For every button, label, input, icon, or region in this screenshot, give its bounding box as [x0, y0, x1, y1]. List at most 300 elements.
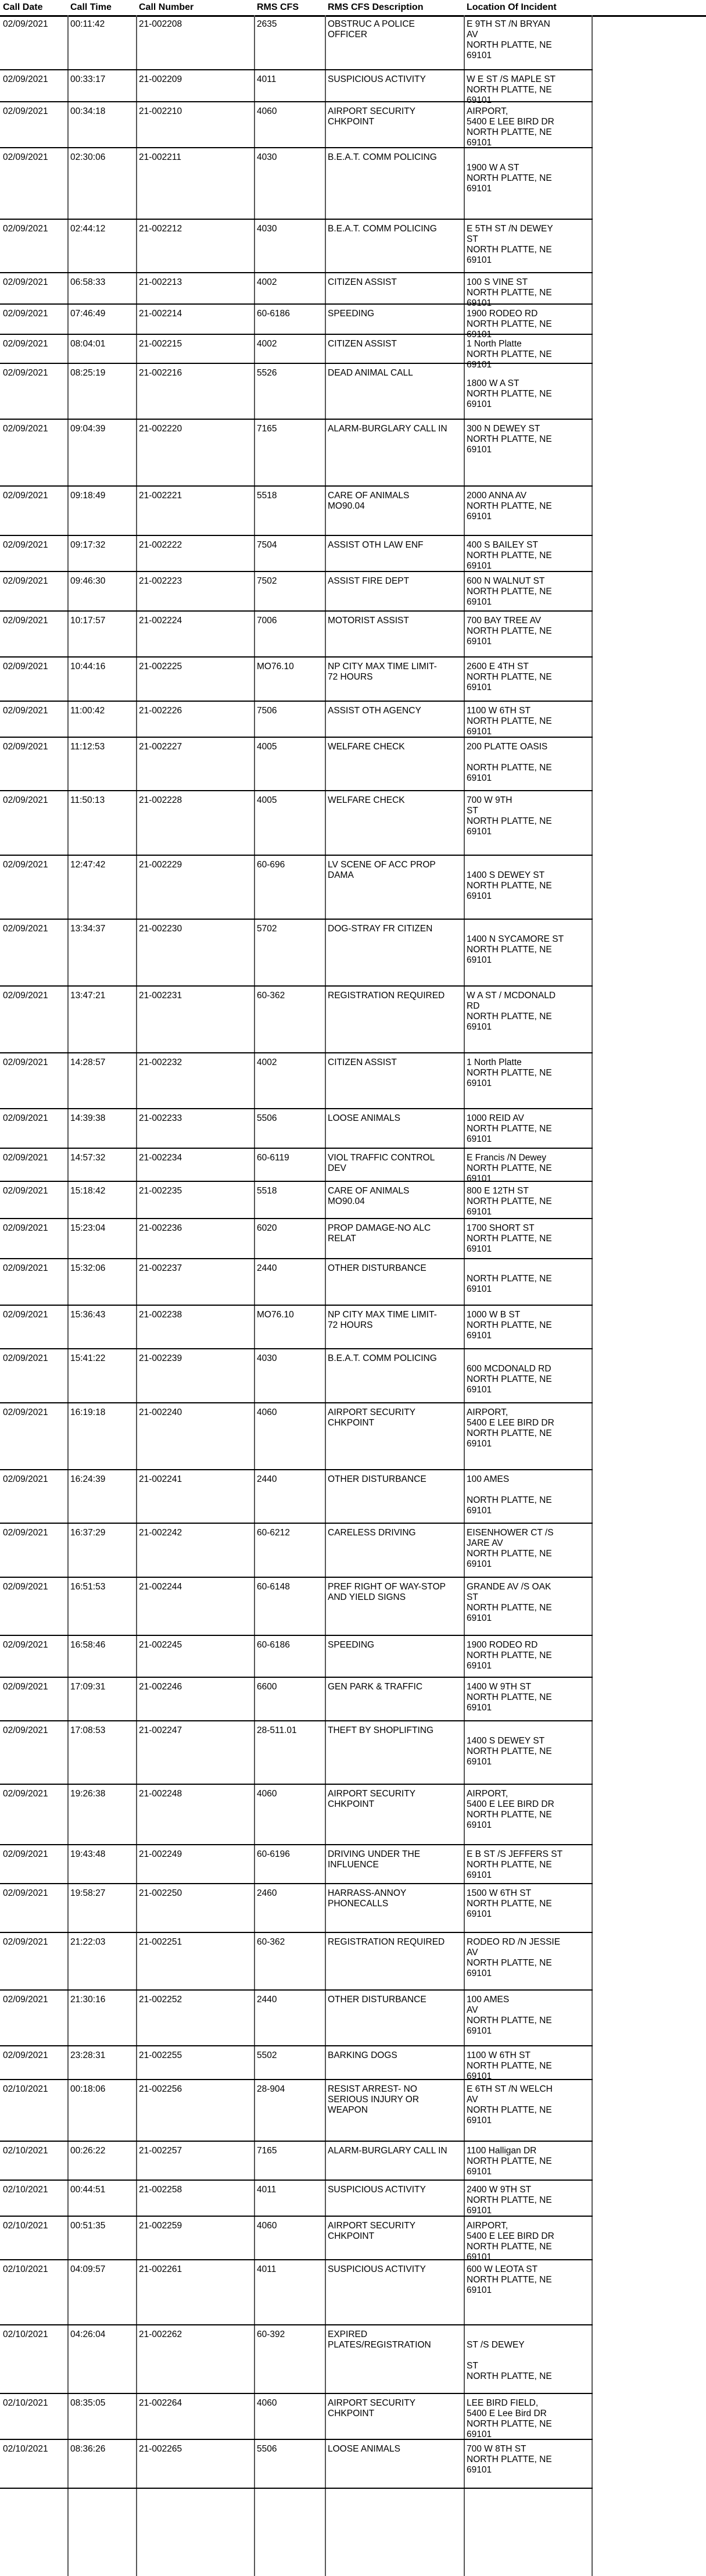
- cell-rms-cfs: 4060: [257, 2221, 277, 2231]
- cell-call-date: 02/09/2021: [3, 576, 48, 586]
- cell-description: B.E.A.T. COMM POLICING: [328, 152, 437, 162]
- cell-location: 2000 ANNA AV NORTH PLATTE, NE 69101: [467, 491, 552, 521]
- cell-call-time: 09:46:30: [70, 576, 106, 586]
- cell-description: DOG-STRAY FR CITIZEN: [328, 924, 433, 934]
- cell-description: THEFT BY SHOPLIFTING: [328, 1725, 434, 1735]
- cell-call-number: 21-002225: [139, 662, 182, 671]
- cell-call-date: 02/09/2021: [3, 616, 48, 626]
- cell-description: ASSIST OTH AGENCY: [328, 706, 421, 716]
- cell-location: 1 North Platte NORTH PLATTE, NE 69101: [467, 1057, 552, 1088]
- cell-call-time: 14:57:32: [70, 1153, 106, 1163]
- cell-call-number: 21-002249: [139, 1849, 182, 1859]
- cell-description: CITIZEN ASSIST: [328, 339, 397, 349]
- cell-call-time: 04:26:04: [70, 2330, 106, 2339]
- cell-location: 600 N WALNUT ST NORTH PLATTE, NE 69101: [467, 576, 552, 607]
- cell-rms-cfs: 4060: [257, 1407, 277, 1417]
- cell-location: 1900 RODEO RD NORTH PLATTE, NE 69101: [467, 1640, 552, 1671]
- cell-description: B.E.A.T. COMM POLICING: [328, 224, 437, 234]
- cell-description: ALARM-BURGLARY CALL IN: [328, 2146, 447, 2156]
- cell-description: ASSIST OTH LAW ENF: [328, 540, 424, 550]
- cell-description: SUSPICIOUS ACTIVITY: [328, 2264, 426, 2274]
- table-row: [0, 612, 593, 658]
- table-row: [0, 305, 593, 340]
- table-row: [0, 1933, 593, 1991]
- cell-description: WELFARE CHECK: [328, 795, 405, 805]
- cell-description: ASSIST FIRE DEPT: [328, 576, 410, 586]
- cell-call-number: 21-002230: [139, 924, 182, 934]
- cell-call-time: 11:50:13: [70, 795, 105, 805]
- cell-location: 800 E 12TH ST NORTH PLATTE, NE 69101: [467, 1186, 552, 1217]
- cell-location: RODEO RD /N JESSIE AV NORTH PLATTE, NE 69101: [467, 1937, 561, 1978]
- cell-call-time: 00:11:42: [70, 19, 105, 29]
- cell-location: 100 S VINE ST NORTH PLATTE, NE 69101: [467, 277, 552, 308]
- cell-call-number: 21-002209: [139, 74, 182, 84]
- cell-description: LOOSE ANIMALS: [328, 2444, 400, 2454]
- cell-rms-cfs: 2440: [257, 1995, 277, 2005]
- cell-call-date: 02/09/2021: [3, 224, 48, 234]
- cell-call-number: 21-002265: [139, 2444, 182, 2454]
- cell-call-number: 21-002210: [139, 106, 182, 116]
- cell-location: 1900 RODEO RD NORTH PLATTE, NE 69101: [467, 309, 552, 340]
- cell-call-number: 21-002256: [139, 2084, 182, 2094]
- cell-call-number: 21-002231: [139, 991, 182, 1001]
- cell-call-number: 21-002212: [139, 224, 182, 234]
- cell-call-date: 02/09/2021: [3, 860, 48, 870]
- cell-rms-cfs: 2635: [257, 19, 277, 29]
- cell-call-number: 21-002236: [139, 1223, 182, 1233]
- cell-call-time: 19:26:38: [70, 1789, 106, 1799]
- cell-call-date: 02/10/2021: [3, 2084, 48, 2094]
- cell-rms-cfs: 7502: [257, 576, 277, 586]
- cell-call-number: 21-002247: [139, 1725, 182, 1735]
- cell-call-time: 08:04:01: [70, 339, 106, 349]
- cell-call-number: 21-002213: [139, 277, 182, 287]
- cell-description: AIRPORT SECURITY CHKPOINT: [328, 1789, 416, 1809]
- table-row: [0, 1636, 593, 1678]
- cell-description: CITIZEN ASSIST: [328, 1057, 397, 1067]
- cell-call-time: 11:00:42: [70, 706, 105, 716]
- table-row: [0, 148, 593, 220]
- cell-call-number: 21-002257: [139, 2146, 182, 2156]
- table-row: [0, 1403, 593, 1470]
- cell-rms-cfs: 4002: [257, 1057, 277, 1067]
- cell-call-date: 02/09/2021: [3, 19, 48, 29]
- cell-call-number: 21-002242: [139, 1528, 182, 1538]
- cell-call-number: 21-002250: [139, 1888, 182, 1898]
- cell-call-number: 21-002224: [139, 616, 182, 626]
- cell-description: B.E.A.T. COMM POLICING: [328, 1353, 437, 1363]
- cell-call-time: 21:30:16: [70, 1995, 106, 2005]
- cell-call-date: 02/09/2021: [3, 795, 48, 805]
- cell-location: 1000 W B ST NORTH PLATTE, NE 69101: [467, 1310, 552, 1341]
- cell-call-date: 02/09/2021: [3, 1528, 48, 1538]
- cell-call-date: 02/09/2021: [3, 1682, 48, 1692]
- table-row: [0, 102, 593, 148]
- cell-location: 1900 W A ST NORTH PLATTE, NE 69101: [467, 163, 552, 194]
- cell-description: HARRASS-ANNOY PHONECALLS: [328, 1888, 407, 1909]
- cell-description: OTHER DISTURBANCE: [328, 1263, 427, 1273]
- cell-location: 700 W 8TH ST NORTH PLATTE, NE 69101: [467, 2444, 552, 2475]
- cell-call-number: 21-002258: [139, 2185, 182, 2195]
- cell-call-number: 21-002248: [139, 1789, 182, 1799]
- cell-call-time: 16:24:39: [70, 1474, 106, 1484]
- cell-call-time: 08:25:19: [70, 368, 106, 378]
- table-row: [0, 1306, 593, 1349]
- cell-call-number: 21-002245: [139, 1640, 182, 1650]
- cell-description: SPEEDING: [328, 1640, 375, 1650]
- cell-call-number: 21-002211: [139, 152, 181, 162]
- cell-call-number: 21-002214: [139, 309, 182, 319]
- cell-call-time: 07:46:49: [70, 309, 106, 319]
- cell-description: REGISTRATION REQUIRED: [328, 991, 445, 1001]
- cell-location: E B ST /S JEFFERS ST NORTH PLATTE, NE 69101: [467, 1849, 563, 1880]
- cell-call-date: 02/09/2021: [3, 2050, 48, 2060]
- cell-description: AIRPORT SECURITY CHKPOINT: [328, 106, 416, 127]
- cell-call-number: 21-002220: [139, 424, 182, 434]
- cell-call-number: 21-002232: [139, 1057, 182, 1067]
- cell-call-date: 02/10/2021: [3, 2264, 48, 2274]
- header-call-number: Call Number: [139, 2, 194, 12]
- cell-call-number: 21-002228: [139, 795, 182, 805]
- cell-location: 1700 SHORT ST NORTH PLATTE, NE 69101: [467, 1223, 552, 1254]
- cell-description: DEAD ANIMAL CALL: [328, 368, 413, 378]
- cell-call-time: 06:58:33: [70, 277, 106, 287]
- table-row: [0, 1991, 593, 2046]
- cell-call-number: 21-002229: [139, 860, 182, 870]
- cell-description: PREF RIGHT OF WAY-STOP AND YIELD SIGNS: [328, 1582, 446, 1602]
- cell-description: LV SCENE OF ACC PROP DAMA: [328, 860, 436, 880]
- cell-call-time: 02:44:12: [70, 224, 106, 234]
- cell-call-time: 00:26:22: [70, 2146, 106, 2156]
- cell-call-number: 21-002262: [139, 2330, 182, 2339]
- cell-call-date: 02/09/2021: [3, 1888, 48, 1898]
- cell-call-date: 02/09/2021: [3, 1263, 48, 1273]
- table-row: [0, 856, 593, 920]
- cell-rms-cfs: 4060: [257, 1789, 277, 1799]
- cell-rms-cfs: 5506: [257, 2444, 277, 2454]
- cell-rms-cfs: 4030: [257, 1353, 277, 1363]
- cell-location: E 5TH ST /N DEWEY ST NORTH PLATTE, NE 69101: [467, 224, 553, 265]
- cell-call-number: 21-002238: [139, 1310, 182, 1320]
- cell-call-time: 09:18:49: [70, 491, 106, 501]
- cell-location: 1400 S DEWEY ST NORTH PLATTE, NE 69101: [467, 870, 552, 901]
- cell-location: 200 PLATTE OASIS NORTH PLATTE, NE 69101: [467, 742, 552, 783]
- cell-call-time: 00:51:35: [70, 2221, 106, 2231]
- cell-call-number: 21-002240: [139, 1407, 182, 1417]
- cell-call-date: 02/09/2021: [3, 339, 48, 349]
- cell-call-number: 21-002233: [139, 1113, 182, 1123]
- cell-call-date: 02/09/2021: [3, 924, 48, 934]
- cell-location: EISENHOWER CT /S JARE AV NORTH PLATTE, NE 69101: [467, 1528, 554, 1569]
- cell-location: E 6TH ST /N WELCH AV NORTH PLATTE, NE 69101: [467, 2084, 553, 2125]
- cell-description: NP CITY MAX TIME LIMIT- 72 HOURS: [328, 1310, 437, 1330]
- table-row: [0, 70, 593, 105]
- cell-rms-cfs: 60-6186: [257, 1640, 290, 1650]
- cell-rms-cfs: 2460: [257, 1888, 277, 1898]
- cell-description: AIRPORT SECURITY CHKPOINT: [328, 1407, 416, 1428]
- cell-description: SPEEDING: [328, 309, 375, 319]
- cell-description: ALARM-BURGLARY CALL IN: [328, 424, 447, 434]
- table-row: [0, 920, 593, 987]
- cell-rms-cfs: 4060: [257, 2398, 277, 2408]
- cell-description: WELFARE CHECK: [328, 742, 405, 752]
- cell-call-date: 02/10/2021: [3, 2146, 48, 2156]
- table-row: [0, 2260, 593, 2325]
- cell-location: LEE BIRD FIELD, 5400 E Lee Bird DR NORTH PLATTE, NE 69101: [467, 2398, 552, 2439]
- table-row: [0, 1053, 593, 1109]
- cell-call-date: 02/09/2021: [3, 1582, 48, 1592]
- cell-rms-cfs: 6020: [257, 1223, 277, 1233]
- cell-description: REGISTRATION REQUIRED: [328, 1937, 445, 1947]
- cell-location: 100 AMES NORTH PLATTE, NE 69101: [467, 1474, 552, 1516]
- cell-call-number: 21-002237: [139, 1263, 182, 1273]
- table-row: [0, 335, 593, 370]
- cell-call-number: 21-002208: [139, 19, 182, 29]
- cell-location: 400 S BAILEY ST NORTH PLATTE, NE 69101: [467, 540, 552, 571]
- cell-rms-cfs: 4060: [257, 106, 277, 116]
- cell-location: 100 AMES AV NORTH PLATTE, NE 69101: [467, 1995, 552, 2036]
- cell-call-time: 00:18:06: [70, 2084, 106, 2094]
- table-row: [0, 738, 593, 791]
- cell-call-date: 02/09/2021: [3, 1937, 48, 1947]
- cell-description: GEN PARK & TRAFFIC: [328, 1682, 423, 1692]
- cell-description: OTHER DISTURBANCE: [328, 1474, 427, 1484]
- cell-call-time: 19:58:27: [70, 1888, 106, 1898]
- cell-call-time: 16:37:29: [70, 1528, 106, 1538]
- cell-rms-cfs: 60-6212: [257, 1528, 290, 1538]
- cell-call-time: 00:33:17: [70, 74, 106, 84]
- cell-location: 700 BAY TREE AV NORTH PLATTE, NE 69101: [467, 616, 552, 646]
- cell-location: 1500 W 6TH ST NORTH PLATTE, NE 69101: [467, 1888, 552, 1919]
- cell-description: SUSPICIOUS ACTIVITY: [328, 74, 426, 84]
- cell-call-date: 02/09/2021: [3, 1789, 48, 1799]
- cell-description: VIOL TRAFFIC CONTROL DEV: [328, 1153, 435, 1173]
- cell-call-time: 14:28:57: [70, 1057, 106, 1067]
- cell-rms-cfs: 4002: [257, 339, 277, 349]
- cell-call-number: 21-002215: [139, 339, 182, 349]
- cell-rms-cfs: 4005: [257, 742, 277, 752]
- cell-description: LOOSE ANIMALS: [328, 1113, 400, 1123]
- cell-description: NP CITY MAX TIME LIMIT- 72 HOURS: [328, 662, 437, 682]
- cell-call-date: 02/09/2021: [3, 368, 48, 378]
- cell-description: CARE OF ANIMALS MO90.04: [328, 1186, 410, 1206]
- cell-location: 2400 W 9TH ST NORTH PLATTE, NE 69101: [467, 2185, 552, 2216]
- cell-rms-cfs: 7165: [257, 2146, 277, 2156]
- cell-call-time: 14:39:38: [70, 1113, 106, 1123]
- cell-description: AIRPORT SECURITY CHKPOINT: [328, 2221, 416, 2241]
- cell-call-date: 02/09/2021: [3, 742, 48, 752]
- cell-rms-cfs: 60-6148: [257, 1582, 290, 1592]
- cell-description: BARKING DOGS: [328, 2050, 397, 2060]
- cell-rms-cfs: 4011: [257, 74, 277, 84]
- header-rms-cfs-description: RMS CFS Description: [328, 2, 424, 12]
- cell-call-time: 15:23:04: [70, 1223, 106, 1233]
- cell-rms-cfs: 4030: [257, 152, 277, 162]
- cell-rms-cfs: 5502: [257, 2050, 277, 2060]
- cell-rms-cfs: 60-6119: [257, 1153, 289, 1163]
- cell-call-time: 11:12:53: [70, 742, 105, 752]
- cell-rms-cfs: 60-392: [257, 2330, 285, 2339]
- table-row: [0, 1524, 593, 1578]
- cell-location: ST /S DEWEY ST NORTH PLATTE, NE: [467, 2340, 552, 2381]
- cell-call-time: 15:18:42: [70, 1186, 106, 1196]
- table-row: [0, 364, 593, 420]
- cell-call-date: 02/09/2021: [3, 424, 48, 434]
- cell-location: 1800 W A ST NORTH PLATTE, NE 69101: [467, 378, 552, 409]
- table-row: [0, 2325, 593, 2394]
- cell-rms-cfs: 7006: [257, 616, 277, 626]
- cell-call-number: 21-002244: [139, 1582, 182, 1592]
- cell-location: E 9TH ST /N BRYAN AV NORTH PLATTE, NE 69101: [467, 19, 552, 60]
- cell-call-time: 08:35:05: [70, 2398, 106, 2408]
- cell-description: PROP DAMAGE-NO ALC RELAT: [328, 1223, 431, 1244]
- cell-description: DRIVING UNDER THE INFLUENCE: [328, 1849, 421, 1870]
- table-row: [0, 2440, 593, 2489]
- cell-rms-cfs: 4005: [257, 795, 277, 805]
- cell-call-time: 09:04:39: [70, 424, 106, 434]
- cell-call-date: 02/09/2021: [3, 706, 48, 716]
- cell-call-date: 02/09/2021: [3, 1186, 48, 1196]
- cell-call-time: 10:17:57: [70, 616, 106, 626]
- table-row: [0, 2394, 593, 2440]
- cell-call-number: 21-002226: [139, 706, 182, 716]
- cell-call-time: 21:22:03: [70, 1937, 106, 1947]
- cell-call-date: 02/10/2021: [3, 2221, 48, 2231]
- table-row: [0, 15, 593, 70]
- cell-call-date: 02/09/2021: [3, 1474, 48, 1484]
- cell-call-time: 16:58:46: [70, 1640, 106, 1650]
- cell-call-number: 21-002223: [139, 576, 182, 586]
- cell-call-date: 02/10/2021: [3, 2330, 48, 2339]
- cell-location: 600 W LEOTA ST NORTH PLATTE, NE 69101: [467, 2264, 552, 2295]
- table-row: [0, 1349, 593, 1403]
- cell-rms-cfs: 5526: [257, 368, 277, 378]
- cell-call-date: 02/09/2021: [3, 1407, 48, 1417]
- cell-call-number: 21-002255: [139, 2050, 182, 2060]
- cell-rms-cfs: 60-362: [257, 991, 285, 1001]
- cell-location: 700 W 9TH ST NORTH PLATTE, NE 69101: [467, 795, 552, 837]
- cell-call-date: 02/10/2021: [3, 2185, 48, 2195]
- cell-rms-cfs: 6600: [257, 1682, 277, 1692]
- cell-call-time: 08:36:26: [70, 2444, 106, 2454]
- table-row: [0, 658, 593, 702]
- cell-location: 1 North Platte NORTH PLATTE, NE 69101: [467, 339, 552, 370]
- cell-rms-cfs: 2440: [257, 1263, 277, 1273]
- cell-call-time: 00:44:51: [70, 2185, 106, 2195]
- cell-call-time: 10:44:16: [70, 662, 106, 671]
- cell-call-time: 15:32:06: [70, 1263, 106, 1273]
- cell-call-time: 13:47:21: [70, 991, 106, 1001]
- cell-description: OTHER DISTURBANCE: [328, 1995, 427, 2005]
- table-row: [0, 220, 593, 273]
- cell-call-number: 21-002221: [139, 491, 182, 501]
- cell-rms-cfs: 4030: [257, 224, 277, 234]
- header-location: Location Of Incident: [467, 2, 557, 12]
- cell-location: 600 MCDONALD RD NORTH PLATTE, NE 69101: [467, 1364, 552, 1395]
- table-row: [0, 1259, 593, 1306]
- cell-call-date: 02/09/2021: [3, 1353, 48, 1363]
- cell-call-number: 21-002239: [139, 1353, 182, 1363]
- cell-call-date: 02/09/2021: [3, 1849, 48, 1859]
- cell-rms-cfs: 4011: [257, 2264, 277, 2274]
- cell-call-time: 19:43:48: [70, 1849, 106, 1859]
- cell-description: AIRPORT SECURITY CHKPOINT: [328, 2398, 416, 2418]
- cell-call-time: 09:17:32: [70, 540, 106, 550]
- header-rms-cfs: RMS CFS: [257, 2, 299, 12]
- cell-call-number: 21-002235: [139, 1186, 182, 1196]
- table-row: [0, 1109, 593, 1149]
- cell-call-date: 02/09/2021: [3, 1113, 48, 1123]
- cell-location: 2600 E 4TH ST NORTH PLATTE, NE 69101: [467, 662, 552, 692]
- table-row: [0, 1182, 593, 1219]
- table-row: [0, 1470, 593, 1524]
- cell-call-date: 02/09/2021: [3, 662, 48, 671]
- cell-call-date: 02/09/2021: [3, 1725, 48, 1735]
- cell-location: NORTH PLATTE, NE 69101: [467, 1274, 552, 1294]
- cell-rms-cfs: 60-696: [257, 860, 285, 870]
- cell-rms-cfs: 7504: [257, 540, 277, 550]
- cell-call-date: 02/09/2021: [3, 277, 48, 287]
- cell-location: 1100 Halligan DR NORTH PLATTE, NE 69101: [467, 2146, 552, 2177]
- table-row: [0, 1219, 593, 1259]
- table-row: [0, 1845, 593, 1884]
- cell-call-time: 13:34:37: [70, 924, 106, 934]
- table-row: [0, 536, 593, 572]
- cell-call-time: 16:51:53: [70, 1582, 106, 1592]
- table-row: [0, 1721, 593, 1785]
- cell-call-date: 02/10/2021: [3, 2398, 48, 2408]
- cell-call-number: 21-002216: [139, 368, 182, 378]
- cell-call-date: 02/09/2021: [3, 1640, 48, 1650]
- cell-rms-cfs: 7165: [257, 424, 277, 434]
- cell-call-number: 21-002264: [139, 2398, 182, 2408]
- cell-rms-cfs: 5518: [257, 1186, 277, 1196]
- cell-rms-cfs: 60-6196: [257, 1849, 290, 1859]
- cell-location: 1400 W 9TH ST NORTH PLATTE, NE 69101: [467, 1682, 552, 1713]
- cell-call-date: 02/09/2021: [3, 309, 48, 319]
- table-row: [0, 2142, 593, 2181]
- cell-call-date: 02/09/2021: [3, 540, 48, 550]
- cell-call-number: 21-002251: [139, 1937, 182, 1947]
- cell-description: SUSPICIOUS ACTIVITY: [328, 2185, 426, 2195]
- cell-call-date: 02/10/2021: [3, 2444, 48, 2454]
- cell-call-date: 02/09/2021: [3, 1223, 48, 1233]
- cell-call-date: 02/09/2021: [3, 1995, 48, 2005]
- cell-call-time: 15:36:43: [70, 1310, 106, 1320]
- cell-rms-cfs: 28-511.01: [257, 1725, 297, 1735]
- table-row: [0, 1785, 593, 1845]
- cell-location: 1000 REID AV NORTH PLATTE, NE 69101: [467, 1113, 552, 1144]
- cell-call-date: 02/09/2021: [3, 106, 48, 116]
- cell-rms-cfs: 60-362: [257, 1937, 285, 1947]
- cell-call-number: 21-002259: [139, 2221, 182, 2231]
- cell-rms-cfs: 7506: [257, 706, 277, 716]
- cell-call-time: 04:09:57: [70, 2264, 106, 2274]
- cell-call-time: 16:19:18: [70, 1407, 106, 1417]
- header-call-date: Call Date: [3, 2, 43, 12]
- cell-location: GRANDE AV /S OAK ST NORTH PLATTE, NE 69101: [467, 1582, 552, 1623]
- cell-rms-cfs: 28-904: [257, 2084, 285, 2094]
- cell-description: RESIST ARREST- NO SERIOUS INJURY OR WEAPON: [328, 2084, 420, 2115]
- cell-call-number: 21-002246: [139, 1682, 182, 1692]
- table-row: [0, 420, 593, 487]
- table-row: [0, 702, 593, 738]
- cell-rms-cfs: 5506: [257, 1113, 277, 1123]
- cell-call-number: 21-002234: [139, 1153, 182, 1163]
- table-row: [0, 2080, 593, 2142]
- cell-location: 1400 S DEWEY ST NORTH PLATTE, NE 69101: [467, 1736, 552, 1767]
- table-header: [0, 0, 706, 17]
